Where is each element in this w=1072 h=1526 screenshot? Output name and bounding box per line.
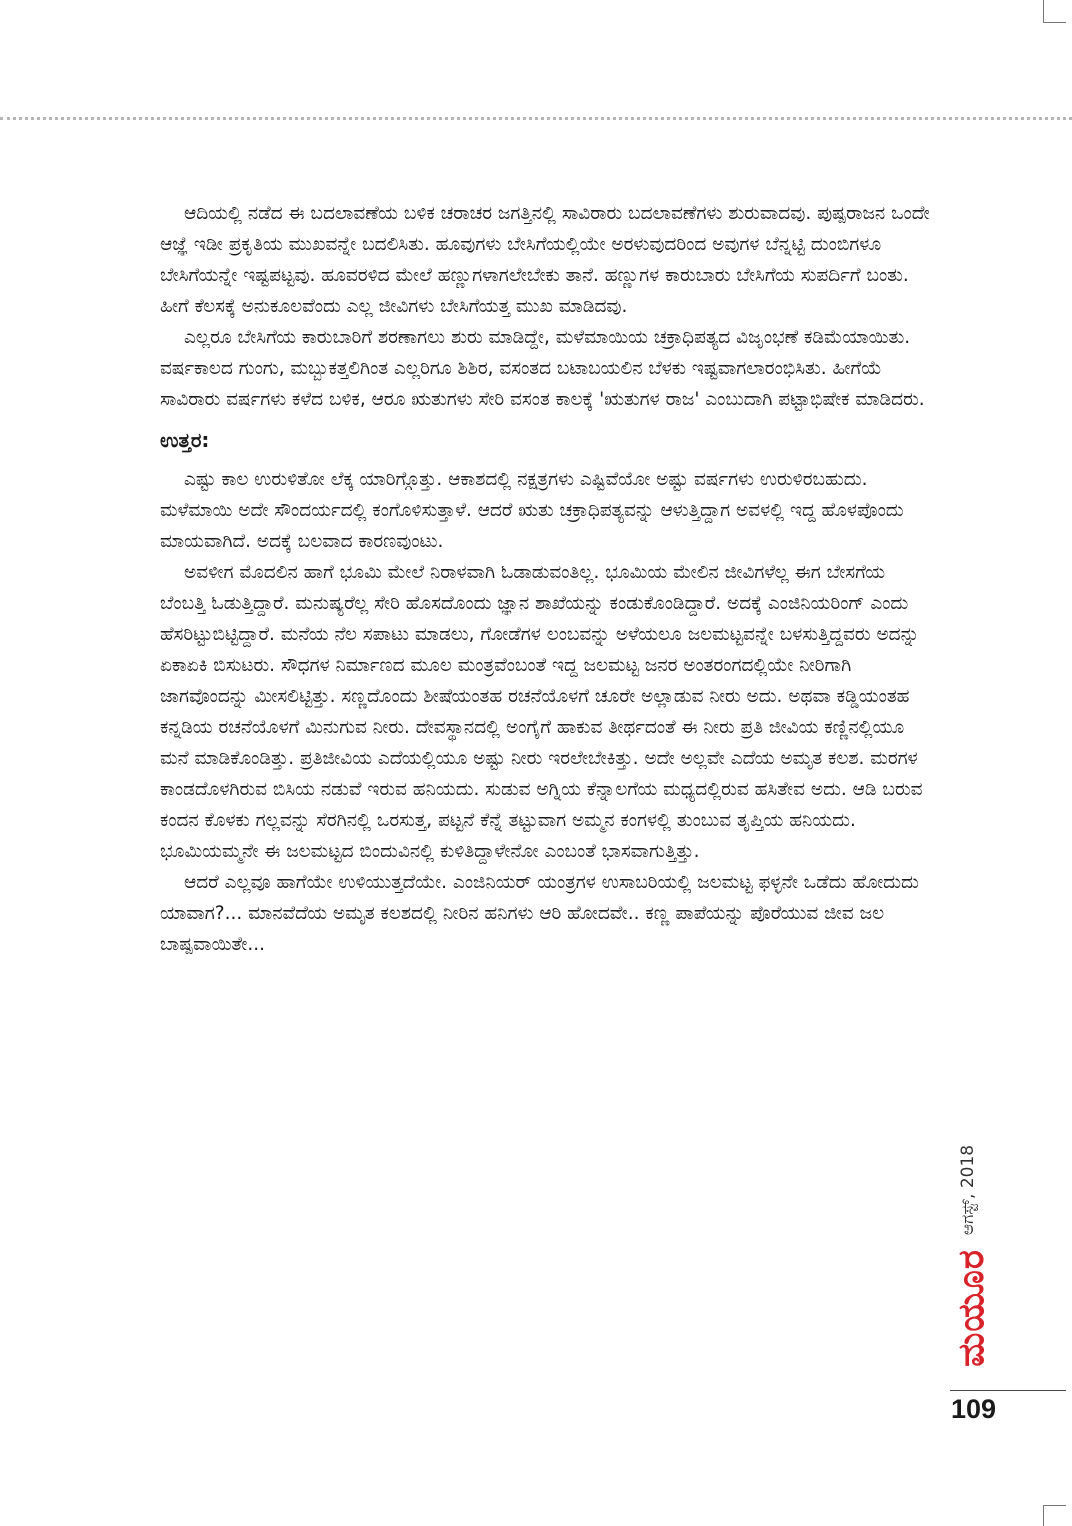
paragraph: ಆದಿಯಲ್ಲಿ ನಡೆದ ಈ ಬದಲಾವಣೆಯ ಬಳಿಕ ಚರಾಚರ ಜಗತ್ತಿನಲ್ಲಿ ಸಾವಿರಾರು ಬದಲಾವಣೆಗಳು ಶುರುವಾದವು. ಪುಷ್ಪರಾಜನ ಒಂದೇ ಆಜ್ಞೆ ಇಡೀ ಪ್ರಕೃತಿಯ ಮುಖವನ್ನೇ ಬದಲಿಸಿತು. ಹೂವುಗಳು ಬೇಸಿಗೆಯಲ್ಲಿಯೇ ಅರಳುವುದರಿಂದ ಅವುಗಳ ಬೆನ್ನಟ್ಟಿ ದುಂಬಿಗಳೂ ಬೇಸಿಗೆಯನ್ನೇ ಇಷ್ಟಪಟ್ಟವು. ಹೂವರಳಿದ ಮೇಲೆ ಹಣ್ಣುಗಳಾಗಲೇಬೇಕು ತಾನೆ. ಹಣ್ಣುಗಳ ಕಾರುಬಾರು ಬೇಸಿಗೆಯ ಸುಪರ್ದಿಗೆ ಬಂತು. ಹೀಗೆ ಕೆಲಸಕ್ಕೆ ಅನುಕೂಲವೆಂದು ಎಲ್ಲ ಜೀವಿಗಳು ಬೇಸಿಗೆಯತ್ತ ಮುಖ ಮಾಡಿದವು. bbox=[160, 203, 930, 317]
paragraph: ಅವಳೀಗ ಮೊದಲಿನ ಹಾಗೆ ಭೂಮಿ ಮೇಲೆ ನಿರಾಳವಾಗಿ ಓಡಾಡುವಂತಿಲ್ಲ. ಭೂಮಿಯ ಮೇಲಿನ ಜೀವಿಗಳೆಲ್ಲ ಈಗ ಬೇಸಗೆಯ ಬೆಂಬತ್ತಿ ಓಡುತ್ತಿದ್ದಾರೆ. ಮನುಷ್ಯರೆಲ್ಲ ಸೇರಿ ಹೊಸದೊಂದು ಜ್ಞಾನ ಶಾಖೆಯನ್ನು ಕಂಡುಕೊಂಡಿದ್ದಾರೆ. ಅದಕ್ಕೆ ಎಂಜಿನಿಯರಿಂಗ್ ಎಂದು ಹೆಸರಿಟ್ಟುಬಿಟ್ಟಿದ್ದಾರೆ. ಮನೆಯ ನೆಲ ಸಪಾಟು ಮಾಡಲು, ಗೋಡೆಗಳ ಲಂಬವನ್ನು ಅಳೆಯಲೂ ಜಲಮಟ್ಟವನ್ನೇ ಬಳಸುತ್ತಿದ್ದವರು ಅದನ್ನು ಏಕಾಏಕಿ ಬಿಸುಟರು. ಸೌಧಗಳ ನಿರ್ಮಾಣದ ಮೂಲ ಮಂತ್ರವೆಂಬಂತೆ ಇದ್ದ ಜಲಮಟ್ಟ ಜನರ ಅಂತರಂಗದಲ್ಲಿಯೇ ನೀರಿಗಾಗಿ ಜಾಗವೊಂದನ್ನು ಮೀಸಲಿಟ್ಟಿತ್ತು. ಸಣ್ಣದೊಂದು ಶೀಷೆಯಂತಹ ರಚನೆಯೊಳಗೆ ಚೂರೇ ಅಲ್ಲಾಡುವ ನೀರು ಅದು. ಅಥವಾ ಕಡ್ಡಿಯಂತಹ ಕನ್ನಡಿಯ ರಚನೆಯೊಳಗೆ ಮಿನುಗುವ ನೀರು. ದೇವಸ್ಥಾನದಲ್ಲಿ ಅಂಗೈಗೆ ಹಾಕುವ ತೀರ್ಥದಂತೆ ಈ ನೀರು ಪ್ರತಿ ಜೀವಿಯ ಕಣ್ಣಿನಲ್ಲಿಯೂ ಮನೆ ಮಾಡಿಕೊಂಡಿತ್ತು. ಪ್ರತಿಜೀವಿಯ ಎದೆಯಲ್ಲಿಯೂ ಅಷ್ಟು ನೀರು ಇರಲೇಬೇಕಿತ್ತು. ಅದೇ ಅಲ್ಲವೇ ಎದೆಯ ಅಮೃತ ಕಲಶ. ಮರಗಳ ಕಾಂಡದೊಳಗಿರುವ ಬಿಸಿಯ ನಡುವೆ ಇರುವ ಹನಿಯದು. ಸುಡುವ ಅಗ್ನಿಯ ಕೆನ್ನಾಲಗೆಯ ಮಧ್ಯದಲ್ಲಿರುವ ಹಸಿತೇವ ಅದು. ಆಡಿ ಬರುವ ಕಂದನ ಕೊಳಕು ಗಲ್ಲವನ್ನು ಸೆರಗಿನಲ್ಲಿ ಒರಸುತ್ತ, ಪಟ್ಟನೆ ಕೆನ್ನೆ ತಟ್ಟುವಾಗ ಅಮ್ಮನ ಕಂಗಳಲ್ಲಿ ತುಂಬುವ ತೃಪ್ತಿಯ ಹನಿಯದು. ಭೂಮಿಯಮ್ಮನೇ ಈ ಜಲಮಟ್ಟದ ಬಿಂದುವಿನಲ್ಲಿ ಕುಳಿತಿದ್ದಾಳೇನೋ ಎಂಬಂತೆ ಭಾಸವಾಗುತ್ತಿತ್ತು. bbox=[160, 562, 923, 862]
paragraph: ಆದರೆ ಎಲ್ಲವೂ ಹಾಗೆಯೇ ಉಳಿಯುತ್ತದೆಯೇ. ಎಂಜಿನಿಯರ್ ಯಂತ್ರಗಳ ಉಸಾಬರಿಯಲ್ಲಿ ಜಲಮಟ್ಟ ಫಳ್ಳನೇ ಒಡೆದು ಹೋದುದು ಯಾವಾಗ?... ಮಾನವೆದೆಯ ಅಮೃತ ಕಲಶದಲ್ಲಿ ನೀರಿನ ಹನಿಗಳು ಆರಿ ಹೋದವೇ.. ಕಣ್ಣ ಪಾಪೆಯನ್ನು ಪೊರೆಯುವ ಜೀವ ಜಲ ಬಾಷ್ಪವಾಯಿತೇ... bbox=[160, 872, 919, 955]
crop-mark-top bbox=[1043, 0, 1066, 23]
paragraph: ಎಲ್ಲರೂ ಬೇಸಿಗೆಯ ಕಾರುಬಾರಿಗೆ ಶರಣಾಗಲು ಶುರು ಮಾಡಿದ್ದೇ, ಮಳೆಮಾಯಿಯ ಚಕ್ರಾಧಿಪತ್ಯದ ವಿಜೃಂಭಣೆ ಕಡಿಮೆಯಾಯಿತು. ವರ್ಷಕಾಲದ ಗುಂಗು, ಮಬ್ಬುಕತ್ತಲಿಗಿಂತ ಎಲ್ಲರಿಗೂ ಶಿಶಿರ, ವಸಂತದ ಬಟಾಬಯಲಿನ ಬೆಳಕು ಇಷ್ಟವಾಗಲಾರಂಭಿಸಿತು. ಹೀಗೆಯೆ ಸಾವಿರಾರು ವರ್ಷಗಳು ಕಳೆದ ಬಳಿಕ, ಆರೂ ಋತುಗಳು ಸೇರಿ ವಸಂತ ಕಾಲಕ್ಕೆ 'ಋತುಗಳ ರಾಜ' ಎಂಬುದಾಗಿ ಪಟ್ಟಾಭಿಷೇಕ ಮಾಡಿದರು. bbox=[160, 327, 925, 410]
issue-date: ಆಗಸ್ಟ್, 2018 bbox=[958, 1144, 978, 1236]
page-number: 109 bbox=[951, 1394, 997, 1424]
magazine-logo: ಮಯೂರ bbox=[951, 1249, 992, 1367]
paragraph: ಎಷ್ಟು ಕಾಲ ಉರುಳಿತೋ ಲೆಕ್ಕ ಯಾರಿಗ್ಗೊತ್ತು. ಆಕಾಶದಲ್ಲಿ ನಕ್ಷತ್ರಗಳು ಎಷ್ಟಿವೆಯೋ ಅಷ್ಟು ವರ್ಷಗಳು ಉರುಳಿರಬಹುದು. ಮಳೆಮಾಯಿ ಅದೇ ಸೌಂದರ್ಯದಲ್ಲಿ ಕಂಗೊಳಿಸುತ್ತಾಳೆ. ಆದರೆ ಋತು ಚಕ್ರಾಧಿಪತ್ಯವನ್ನು ಆಳುತ್ತಿದ್ದಾಗ ಅವಳಲ್ಲಿ ಇದ್ದ ಹೊಳಪೊಂದು ಮಾಯವಾಗಿದೆ. ಅದಕ್ಕೆ ಬಲವಾದ ಕಾರಣವುಂಟು. bbox=[160, 469, 904, 552]
crop-mark-bottom bbox=[1043, 1505, 1066, 1526]
page-number-rule bbox=[950, 1390, 1066, 1391]
dotted-rule bbox=[0, 117, 1072, 120]
article-body bbox=[160, 198, 930, 960]
section-heading: ಉತ್ತರ: bbox=[160, 428, 210, 452]
